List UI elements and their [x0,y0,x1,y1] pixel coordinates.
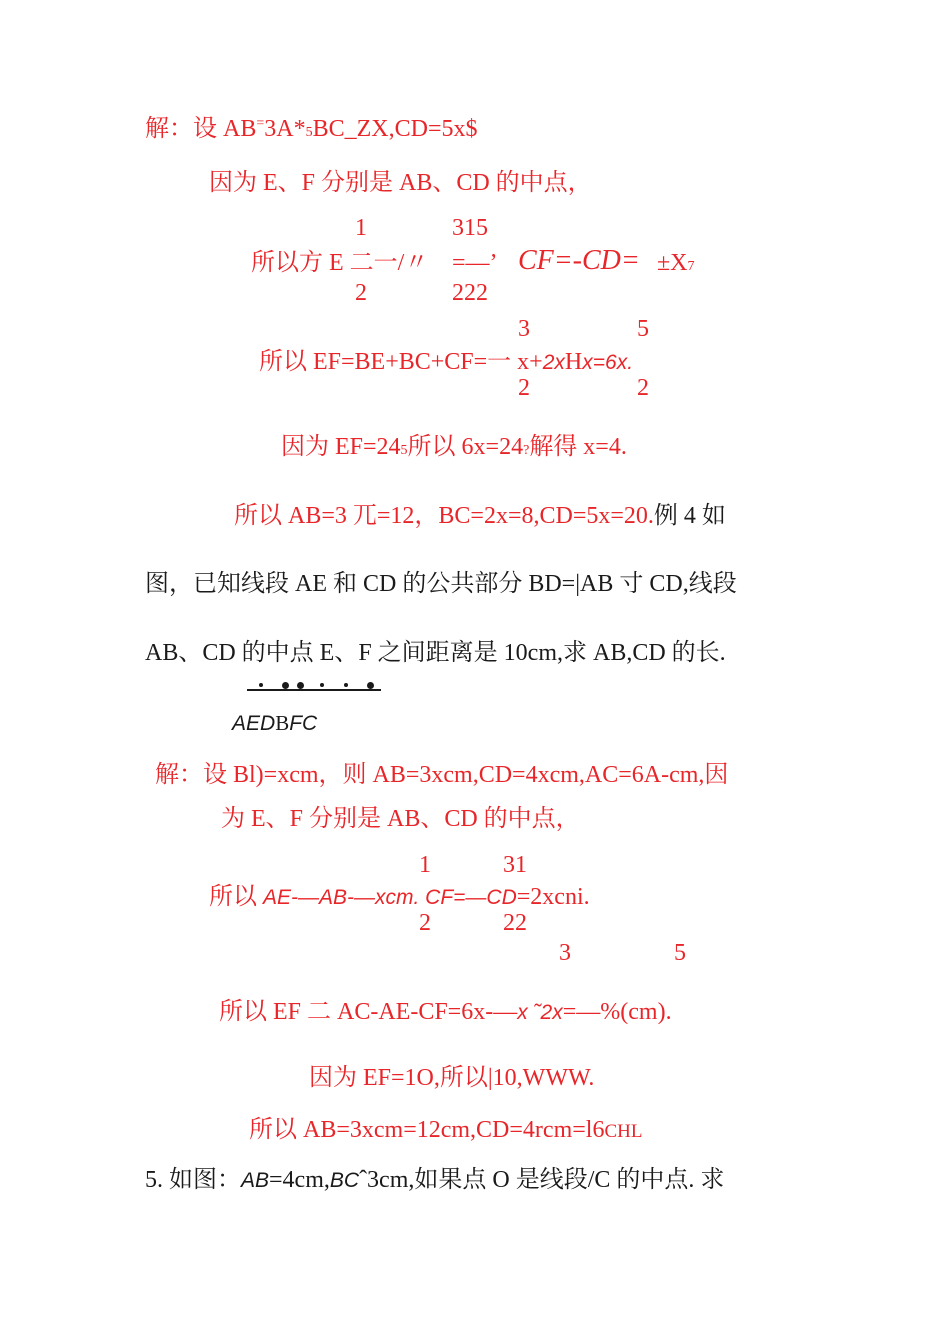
sol1-line5 [281,435,627,459]
figure-label-aed: AED [232,712,276,735]
sol1-line4-it2: x=6x. [582,351,634,374]
problem5-it1: AB [241,1169,270,1192]
sol1-line1-sub: 5 [305,125,313,140]
sol2-line4-it: x ˜2x [517,1001,563,1024]
sol2-line6 [249,1118,642,1142]
sol2-line2: 为 E、F 分别是 AB、CD 的中点， [221,806,580,832]
sol1-frac1-den: 2 [355,280,367,306]
problem5-mid: =4cm, [269,1167,330,1193]
sol1-line5-mid: 所以 6x=24 [407,434,524,460]
sol2-line3-it: AE-—AB-—xcm. CF=—CD [263,886,517,909]
sol2-num-b: 5 [674,940,686,966]
sol1-line4-mid: H [564,349,583,375]
sol1-line5-pre: 因为 EF=24 [281,434,401,460]
sol2-line3 [209,885,590,909]
sol1-line1 [145,117,477,141]
point-f [344,683,348,687]
figure-label-fc: FC [289,712,318,735]
sol1-line3 [251,251,428,275]
problem5-it2: BC [329,1169,360,1192]
sol2-line6-small: CHL [604,1121,643,1142]
sol1-line6-red: 所以 AB=3 兀=12，BC=2x=8,CD=5x=20. [234,503,654,529]
sol1-frac3-den: 2 [518,375,530,401]
sol2-line5: 因为 EF=1O,所以|10,WWW. [309,1065,595,1091]
sol2-frac2-num: 31 [503,852,527,878]
sol1-line3-mid: 二一/〃 [349,250,429,276]
sol1-line1-mid: 3A* [264,116,306,142]
sol1-line2: 因为 E、F 分别是 AB、CD 的中点， [209,170,592,196]
figure-label-b: B [275,711,290,735]
problem5-pre: 5. 如图： [145,1167,241,1193]
sol1-line3-pre: 所以方 E [251,250,350,276]
point-b [320,683,324,687]
sol2-line6-pre: 所以 AB=3xcm=12cm,CD=4rcm=l6 [249,1117,605,1143]
sol1-line3-mid2: =—’ [452,250,498,276]
sol1-frac3-num: 3 [518,316,530,342]
problem4-line1: 图，已知线段 AE 和 CD 的公共部分 BD=|AB 寸 CD,线段 [145,571,737,597]
sol2-num-a: 3 [559,940,571,966]
sol1-frac2-num: 315 [452,215,488,241]
point-a [259,683,263,687]
sol2-line3-post: =2xcni. [516,884,590,910]
sol1-line5-sub1: 5 [400,443,408,458]
point-c [367,682,374,689]
figure-labels [232,713,317,734]
sol1-frac4-den: 2 [637,375,649,401]
sol1-line1-sup: = [256,116,265,131]
sol2-line3-pre: 所以 [209,884,263,910]
sol1-line4 [259,350,633,374]
sol1-line3-tail-text: ±X [657,250,688,276]
segment-line [247,689,381,691]
sol2-line1: 解：设 Bl)=xcm，则 AB=3xcm,CD=4xcm,AC=6A-cm,因 [155,762,729,788]
sol1-line3-tail-sub: 7 [687,259,695,274]
problem4-line2: AB、CD 的中点 E、F 之间距离是 10cm,求 AB,CD 的长. [145,640,726,666]
sol1-line5-post: 解得 x=4. [529,434,627,460]
problem5-line [145,1168,724,1192]
problem5-post: ˆ3cm,如果点 O 是线段/C 的中点. 求 [359,1167,725,1193]
sol1-line6 [234,504,726,528]
sol2-frac2-den: 22 [503,910,527,936]
sol2-line4-post: =—%(cm). [562,999,672,1025]
example4-start: 例 4 如 [653,503,726,529]
sol1-line3-tail [657,251,695,275]
sol1-line3-cf: CF=-CD= [518,245,640,276]
sol1-line4-pre: 所以 EF=BE+BC+CF=一 x+ [259,349,543,375]
sol1-frac4-num: 5 [637,316,649,342]
sol1-line5-sub2: ? [523,443,530,458]
sol1-frac1-num: 1 [355,215,367,241]
sol1-line1-post: BC_ZX,CD=5x$ [312,116,478,142]
sol2-line4-pre: 所以 EF 二 AC-AE-CF=6x-— [219,999,518,1025]
point-e [282,682,289,689]
sol2-line4 [219,1000,672,1024]
sol1-line4-it1: 2x [542,351,565,374]
sol2-frac1-num: 1 [419,852,431,878]
point-d [297,682,304,689]
sol1-frac2-den: 222 [452,280,488,306]
sol1-line1-pre: 解：设 AB [145,116,257,142]
sol2-frac1-den: 2 [419,910,431,936]
